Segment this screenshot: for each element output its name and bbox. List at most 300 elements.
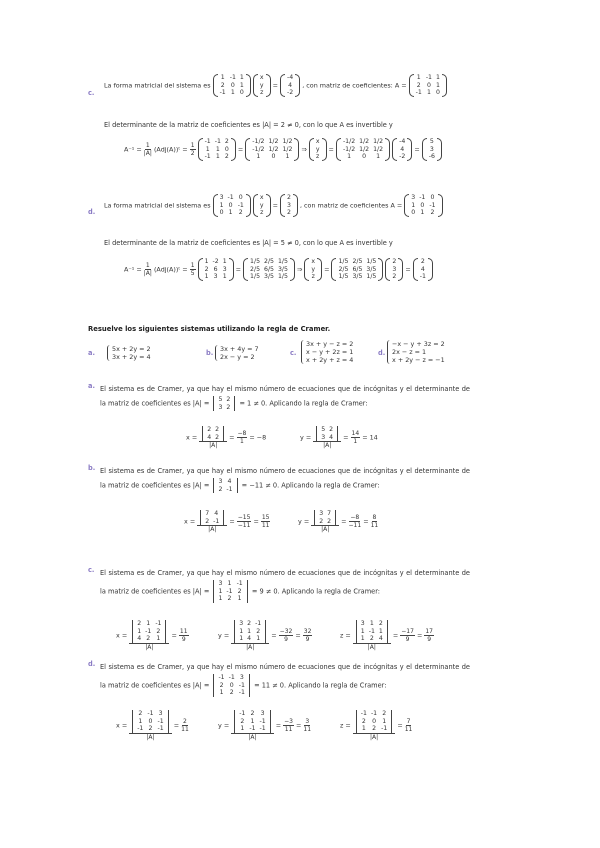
z-den: 9 bbox=[405, 635, 410, 643]
solution-vector bbox=[422, 138, 442, 161]
inverse-result bbox=[243, 258, 295, 281]
matrix-entries bbox=[427, 138, 437, 161]
matrix-entry: 2 bbox=[156, 627, 161, 635]
matrix-entry: 0 bbox=[420, 201, 425, 209]
matrix-entries bbox=[309, 258, 317, 281]
x-num bbox=[199, 426, 227, 442]
det-matrix bbox=[312, 510, 338, 525]
matrix-entry: 2 bbox=[240, 717, 245, 725]
y-num: −3 bbox=[284, 717, 293, 725]
y-num: 32 bbox=[303, 627, 312, 635]
system-brace bbox=[301, 340, 305, 364]
paren-right bbox=[442, 74, 447, 97]
matrix-entry: 1 bbox=[347, 153, 351, 160]
matrix-entry: -1/2 bbox=[252, 138, 265, 145]
matrix-entry: -1 bbox=[204, 138, 211, 145]
matrix-entry: 0 bbox=[229, 681, 234, 689]
det-bar-left bbox=[213, 674, 214, 697]
matrix-entry: 1/5 bbox=[250, 258, 261, 265]
matrix-row bbox=[397, 146, 407, 154]
part-d-matrix-equation: La forma matricial del sistema es 3 -1 0 1 0 -1 0 1 2 x y z = 2 3 2 , con matriz de coeficientes A = 3 -1 0 1 0 -1 0 1 2 bbox=[104, 194, 443, 217]
matrix-entry: 2 bbox=[372, 725, 376, 732]
matrix-entry: 1 bbox=[219, 201, 224, 209]
matrix-row bbox=[418, 258, 428, 266]
matrix-entry: 3 bbox=[219, 194, 224, 201]
det-bar-right bbox=[168, 710, 169, 733]
part-c-det-text: El determinante de la matriz de coeficientes es |A| = 2 ≠ 0, con lo que A es invertible y bbox=[104, 121, 393, 129]
matrix-row bbox=[336, 266, 378, 274]
matrix-entry: 2 bbox=[224, 138, 229, 145]
matrix-entry: 3 bbox=[287, 201, 291, 209]
matrix-entry: 2 bbox=[319, 517, 324, 525]
matrix-entry: 3 bbox=[321, 433, 326, 441]
matrix-entry: 1 bbox=[378, 627, 383, 635]
matrix-entry: -1 bbox=[204, 153, 211, 160]
matrix-row bbox=[135, 725, 166, 733]
matrix-row bbox=[135, 628, 163, 636]
y-num: 8 bbox=[372, 514, 377, 521]
matrix-entry: -2 bbox=[212, 258, 219, 265]
y-frac bbox=[231, 620, 269, 651]
matrix-row bbox=[203, 266, 229, 274]
det-bar-left bbox=[213, 396, 214, 411]
matrix-row bbox=[258, 209, 266, 217]
det-bar-left bbox=[132, 620, 133, 643]
matrix-entry: 3 bbox=[360, 620, 365, 627]
matrix-entry: -1 bbox=[249, 725, 256, 732]
matrix-entries bbox=[203, 510, 221, 525]
matrix-row bbox=[285, 89, 295, 97]
sol-c-text-end: = 9 ≠ 0. Aplicando la regla de Cramer: bbox=[251, 587, 381, 596]
z-den: 9 bbox=[427, 635, 432, 643]
matrix-entries bbox=[397, 138, 407, 161]
matrix-entry: 0 bbox=[224, 145, 229, 153]
sol-b-x: x = 7 4 2 -1 |A| = $\frac{-15}{-11}$ = $\frac{15}{11}$ bbox=[184, 510, 270, 533]
y-value: = 14 bbox=[362, 433, 378, 442]
paren-right bbox=[385, 138, 390, 161]
matrix-entries bbox=[418, 258, 428, 281]
y-frac-2 bbox=[351, 430, 361, 445]
matrix-entry: -1 bbox=[239, 710, 246, 717]
matrix-entry: 4 bbox=[137, 635, 142, 642]
matrix-entry: 3 bbox=[239, 620, 244, 627]
matrix-entry: 0 bbox=[228, 201, 233, 209]
matrix-entry: 2 bbox=[226, 403, 231, 411]
inverse-result bbox=[245, 138, 299, 161]
z-frac-2 bbox=[400, 628, 415, 643]
matrix-entry: 2 bbox=[207, 426, 212, 433]
matrix-entry: 1/5 bbox=[366, 273, 377, 280]
x-num: 11 bbox=[179, 627, 188, 635]
det-matrix bbox=[200, 426, 226, 441]
matrix-row bbox=[319, 426, 335, 434]
matrix-entry: -1 bbox=[145, 627, 152, 635]
matrix-entry: 1 bbox=[204, 258, 209, 265]
matrix-row bbox=[258, 82, 266, 90]
matrix-entry: 0 bbox=[239, 89, 244, 96]
matrix-entry: 1/2 bbox=[359, 138, 370, 145]
matrix-row bbox=[390, 273, 398, 281]
vector-xyz bbox=[253, 194, 271, 217]
matrix-entry: 2 bbox=[224, 153, 229, 160]
matrix-row bbox=[237, 718, 268, 726]
z-den: |A| bbox=[367, 643, 376, 651]
matrix-row bbox=[409, 202, 437, 210]
matrix-entry: y bbox=[311, 265, 316, 273]
frac-num: 1 bbox=[145, 141, 150, 149]
matrix-entry: 0 bbox=[362, 153, 367, 160]
matrix-entry: 1 bbox=[237, 595, 242, 602]
y-den: 9 bbox=[305, 635, 310, 643]
y-frac-3 bbox=[303, 718, 311, 733]
x-num bbox=[129, 620, 169, 644]
matrix-entry: -1 bbox=[429, 201, 436, 209]
matrix-entries bbox=[314, 138, 322, 161]
matrix-entry: 3/5 bbox=[352, 273, 363, 280]
matrix-entries bbox=[258, 194, 266, 217]
matrix-entry: 1 bbox=[228, 209, 233, 216]
matrix-row bbox=[258, 89, 266, 97]
paren-right bbox=[231, 138, 236, 161]
det-bar-right bbox=[223, 426, 224, 441]
part-c-text-1: La forma matricial del sistema es bbox=[104, 81, 211, 90]
matrix-row bbox=[205, 426, 221, 434]
x-num: −15 bbox=[237, 514, 251, 521]
matrix-row bbox=[203, 258, 229, 266]
matrix-entry: -1 bbox=[213, 517, 220, 525]
matrix-entry: 1 bbox=[420, 209, 425, 216]
inverse-lhs: A⁻¹ = bbox=[124, 145, 144, 154]
matrix-row bbox=[414, 82, 442, 90]
z-frac-3 bbox=[424, 628, 434, 643]
matrix-A-coef bbox=[404, 194, 442, 217]
matrix-entries bbox=[216, 580, 244, 603]
matrix-entry: 1 bbox=[250, 717, 255, 725]
matrix-entry: 4 bbox=[207, 433, 212, 441]
matrix-row bbox=[258, 74, 266, 82]
matrix-entry: 2 bbox=[218, 485, 223, 493]
matrix-entry: 1/2 bbox=[268, 145, 279, 153]
matrix-entry: 0 bbox=[219, 209, 224, 216]
matrix-entry: -1 bbox=[419, 194, 426, 201]
matrix-row bbox=[216, 580, 244, 588]
matrix-entry: 2 bbox=[247, 620, 252, 627]
matrix-row bbox=[427, 146, 437, 154]
sol-b-text bbox=[100, 464, 470, 493]
matrix-row bbox=[341, 138, 385, 146]
det-bar-right bbox=[249, 674, 250, 697]
matrix-entry: 0 bbox=[411, 209, 416, 216]
matrix-entries bbox=[336, 258, 378, 281]
matrix-row bbox=[216, 396, 232, 404]
matrix-entries bbox=[203, 258, 229, 281]
matrix-entry: 2 bbox=[229, 689, 234, 696]
det-bar-left bbox=[356, 620, 357, 643]
matrix-entry: y bbox=[315, 145, 320, 153]
matrix-entry: 3 bbox=[260, 710, 265, 717]
inverse-lhs: A⁻¹ = bbox=[124, 265, 144, 274]
matrix-entries bbox=[317, 510, 333, 525]
matrix-entries bbox=[250, 138, 294, 161]
matrix-entry: 3 bbox=[218, 403, 223, 411]
det-bar-right bbox=[247, 580, 248, 603]
matrix-entry: z bbox=[260, 89, 264, 96]
sol-c-y: y = 3 2 -1 1 1 2 1 4 1 |A| = $\frac{-32}{9}$ = $\frac{32}{9}$ bbox=[218, 620, 312, 651]
matrix-entry: 4 bbox=[214, 510, 219, 517]
matrix-entry: 3 bbox=[319, 510, 324, 517]
z-num: 17 bbox=[425, 627, 433, 635]
equation-line: 3x + 2y = 4 bbox=[112, 353, 151, 361]
matrix-row bbox=[285, 82, 295, 90]
matrix-entries bbox=[414, 74, 442, 97]
matrix-entry: 2/5 bbox=[250, 265, 261, 273]
inverse-frac-2 bbox=[190, 142, 196, 157]
matrix-entries bbox=[409, 194, 437, 217]
inverse-frac bbox=[144, 262, 152, 277]
matrix-entry: 2/5 bbox=[338, 265, 349, 273]
paren-right bbox=[317, 258, 322, 281]
matrix-entry: 1 bbox=[382, 717, 387, 725]
matrix-entry: 2 bbox=[416, 81, 421, 89]
y-num bbox=[313, 426, 341, 442]
x-value: = −8 bbox=[249, 433, 267, 442]
matrix-row bbox=[237, 620, 263, 628]
matrix-entry: -1 bbox=[368, 627, 375, 635]
det-matrix bbox=[198, 510, 226, 525]
y-den: |A| bbox=[321, 526, 330, 533]
frac-den: |A| bbox=[143, 269, 152, 277]
frac-num: 1 bbox=[145, 261, 150, 269]
matrix-entries bbox=[218, 194, 246, 217]
paren-right bbox=[293, 194, 298, 217]
matrix-entries bbox=[135, 710, 166, 733]
matrix-A bbox=[213, 74, 251, 97]
system-brace bbox=[215, 345, 219, 361]
frac-num: 1 bbox=[190, 261, 195, 269]
matrix-entry: -1 bbox=[259, 725, 266, 732]
matrix-entries bbox=[390, 258, 398, 281]
sol-d-y: y = -1 2 3 2 1 -1 1 -1 -1 |A| = $\frac{-3}{11}$ = $\frac{3}{11}$ bbox=[218, 710, 312, 741]
matrix-row bbox=[203, 138, 231, 146]
sol-a-y: y = 5 2 3 4 |A| = $\frac{14}{1}$ = 14 bbox=[300, 426, 378, 449]
matrix-entry: 1 bbox=[239, 74, 244, 81]
paren-right bbox=[229, 258, 234, 281]
sol-c-x: x = 2 1 -1 1 -1 2 4 2 1 |A| = $\frac{11}{9}$ bbox=[116, 620, 188, 651]
matrix-row bbox=[314, 138, 322, 146]
y-den: 11 bbox=[303, 725, 312, 733]
matrix-entries bbox=[216, 396, 232, 411]
matrix-entry: 2 bbox=[369, 635, 374, 642]
system-c bbox=[306, 340, 353, 364]
matrix-row bbox=[216, 478, 234, 486]
matrix-entry: x bbox=[315, 138, 320, 145]
det-bar-right bbox=[387, 620, 388, 643]
matrix-entry: 1 bbox=[247, 627, 252, 635]
matrix-entry: 1 bbox=[411, 201, 416, 209]
sol-a-x: x = 2 2 4 2 |A| = $\frac{-8}{1}$ = −8 bbox=[186, 426, 267, 449]
x-frac-2 bbox=[237, 430, 248, 445]
matrix-entry: 2 bbox=[256, 627, 261, 635]
matrix-entry: -2 bbox=[287, 89, 294, 96]
z-num: −17 bbox=[401, 627, 414, 635]
det-bar-right bbox=[237, 478, 238, 493]
system-c-label: c. bbox=[290, 349, 297, 357]
z-frac bbox=[353, 620, 391, 651]
paren-right bbox=[266, 194, 271, 217]
det-matrix bbox=[314, 426, 340, 441]
matrix-row bbox=[135, 710, 166, 718]
matrix-row bbox=[248, 273, 290, 281]
matrix-entry: -1 bbox=[360, 710, 367, 717]
matrix-entry: -1 bbox=[229, 74, 236, 81]
z-num bbox=[353, 710, 396, 734]
matrix-row bbox=[237, 725, 268, 733]
x-den: |A| bbox=[208, 526, 217, 533]
matrix-entry: 1 bbox=[436, 81, 440, 89]
matrix-entry: -1 bbox=[419, 273, 426, 280]
x-den: |A| bbox=[145, 643, 154, 651]
matrix-entry: 2 bbox=[382, 710, 387, 717]
matrix-entry: -1 bbox=[228, 674, 235, 681]
matrix-entry: 1 bbox=[256, 153, 261, 160]
matrix-entry: -1 bbox=[157, 717, 164, 725]
matrix-entry: z bbox=[311, 273, 315, 280]
z-frac-2 bbox=[405, 718, 413, 733]
matrix-row bbox=[218, 74, 246, 82]
sol-d-label: d. bbox=[88, 660, 96, 668]
matrix-entry: 4 bbox=[247, 635, 252, 642]
matrix-row bbox=[359, 725, 390, 733]
x-num: 2 bbox=[183, 717, 187, 725]
matrix-A bbox=[213, 194, 251, 217]
matrix-entry: 1/5 bbox=[366, 258, 377, 265]
det-bar-right bbox=[337, 426, 338, 441]
matrix-row bbox=[237, 628, 263, 636]
matrix-entry: 7 bbox=[327, 510, 332, 517]
det-bar-right bbox=[265, 620, 266, 643]
matrix-entry: 1/5 bbox=[338, 273, 349, 280]
part-d-label: d. bbox=[88, 208, 96, 216]
sol-b-label: b. bbox=[88, 464, 96, 472]
matrix-entry: -1 bbox=[218, 674, 225, 681]
part-d-text-1: La forma matricial del sistema es bbox=[104, 201, 211, 210]
matrix-entries bbox=[285, 74, 295, 97]
matrix-entries bbox=[237, 620, 263, 643]
matrix-entry: 1 bbox=[218, 595, 223, 602]
matrix-row bbox=[216, 595, 244, 603]
matrix-entries bbox=[285, 194, 293, 217]
matrix-entry: 1/2 bbox=[373, 138, 384, 145]
det-bar-left bbox=[202, 426, 203, 441]
vector-xyz-2 bbox=[309, 138, 327, 161]
matrix-entry: -1 bbox=[370, 710, 378, 717]
matrix-entry: 3 bbox=[429, 145, 434, 153]
matrix-entry: 1 bbox=[240, 725, 245, 732]
matrix-row bbox=[397, 138, 407, 146]
x-den: |A| bbox=[209, 442, 218, 449]
matrix-entry: 2 bbox=[430, 209, 435, 216]
matrix-row bbox=[414, 74, 442, 82]
matrix-entry: -1 bbox=[155, 620, 162, 627]
matrix-entries bbox=[248, 258, 290, 281]
matrix-entry: 2 bbox=[392, 258, 397, 265]
matrix-entry: 2 bbox=[392, 273, 397, 280]
matrix-row bbox=[336, 273, 378, 281]
matrix-entries bbox=[237, 710, 268, 733]
y-num: 14 bbox=[351, 430, 360, 437]
matrix-entry: 4 bbox=[329, 433, 334, 441]
matrix-entries bbox=[216, 674, 247, 697]
matrix-row bbox=[336, 258, 378, 266]
det-matrix bbox=[354, 710, 395, 733]
matrix-entry: x bbox=[259, 194, 264, 201]
matrix-entry: 1 bbox=[215, 145, 220, 153]
matrix-entry: 0 bbox=[271, 153, 276, 160]
matrix-row bbox=[341, 146, 385, 154]
matrix-entry: 1/2 bbox=[373, 145, 384, 153]
matrix-entry: 2 bbox=[205, 517, 210, 525]
matrix-row bbox=[359, 620, 385, 628]
cramer-heading: Resuelve los siguientes sistemas utilizando la regla de Cramer. bbox=[88, 325, 331, 333]
vector-rhs bbox=[385, 258, 403, 281]
sol-a-text bbox=[100, 382, 470, 411]
equation-line: 3x + y − z = 2 bbox=[306, 340, 354, 348]
y-num: −32 bbox=[279, 627, 293, 635]
matrix-row bbox=[135, 635, 163, 643]
part-c-text-2: , con matriz de coeficientes: A = bbox=[302, 81, 407, 90]
y-den: 11 bbox=[370, 522, 379, 529]
det-bar-left bbox=[234, 620, 235, 643]
matrix-entry: 4 bbox=[227, 478, 232, 485]
matrix-entry: -1 bbox=[259, 717, 266, 725]
system-d-label: d. bbox=[378, 349, 386, 357]
matrix-row bbox=[218, 202, 246, 210]
matrix-row bbox=[258, 194, 266, 202]
matrix-entry: 1 bbox=[222, 273, 227, 280]
system-brace bbox=[387, 340, 391, 364]
matrix-entry: -2 bbox=[399, 153, 406, 160]
det-bar-right bbox=[165, 620, 166, 643]
matrix-entry: 2 bbox=[137, 620, 142, 627]
matrix-row bbox=[218, 194, 246, 202]
matrix-entry: z bbox=[316, 153, 320, 160]
matrix-entry: 2 bbox=[220, 81, 225, 89]
matrix-row bbox=[317, 510, 333, 518]
det-matrix bbox=[211, 478, 239, 493]
matrix-entry: 4 bbox=[420, 265, 425, 273]
y-den: 9 bbox=[284, 635, 288, 643]
matrix-entry: 1 bbox=[227, 580, 232, 587]
matrix-row bbox=[359, 635, 385, 643]
matrix-entry: 2 bbox=[148, 725, 153, 732]
matrix-entry: 2 bbox=[138, 710, 143, 717]
vector-b bbox=[280, 74, 300, 97]
matrix-row bbox=[285, 74, 295, 82]
adj-matrix bbox=[198, 138, 236, 161]
x-frac bbox=[129, 710, 172, 741]
paren-right bbox=[407, 138, 412, 161]
vector-xyz bbox=[253, 74, 271, 97]
matrix-row bbox=[218, 82, 246, 90]
matrix-row bbox=[135, 620, 163, 628]
matrix-entry: 2 bbox=[378, 620, 383, 627]
matrix-entry: 1/5 bbox=[250, 273, 261, 280]
matrix-entry: 1 bbox=[138, 717, 143, 725]
matrix-row bbox=[285, 194, 293, 202]
matrix-entries bbox=[359, 710, 390, 733]
matrix-entry: 2 bbox=[215, 433, 220, 441]
vector-rhs bbox=[392, 138, 412, 161]
